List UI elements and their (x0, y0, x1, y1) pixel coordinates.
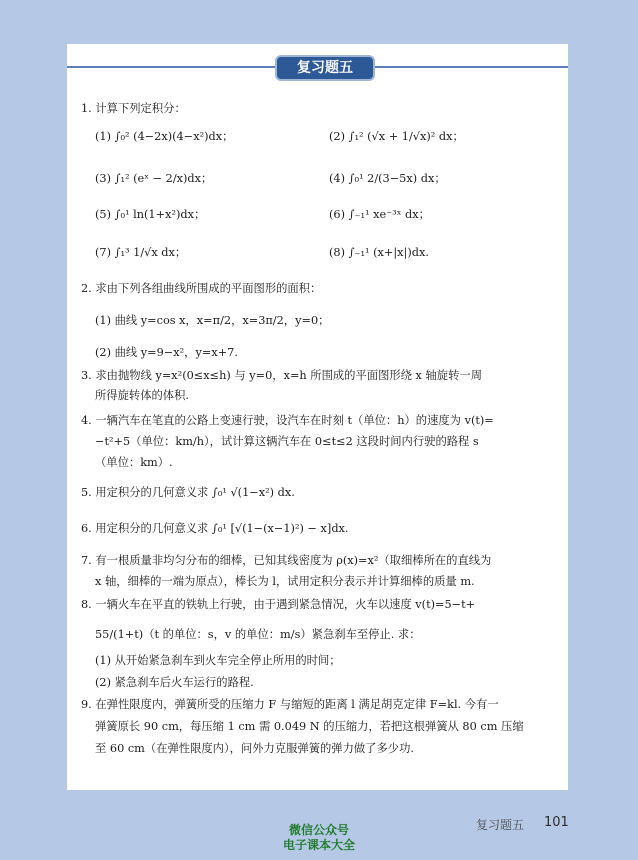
page-title: 复习题五 (275, 55, 375, 81)
q1-item-7: (7) ∫₁³ 1/√x dx； (95, 246, 187, 259)
title-band (67, 55, 568, 79)
watermark (272, 823, 366, 853)
question-1-stem: 1. 计算下列定积分： (81, 102, 186, 115)
question-4-line-3: （单位：km）. (95, 456, 173, 469)
q8-item-2: (2) 紧急刹车后火车运行的路程. (95, 676, 254, 689)
watermark-line-1: 微信公众号 (288, 823, 349, 837)
question-9-line-2: 弹簧原长 90 cm，每压缩 1 cm 需 0.049 N 的压缩力，若把这根弹簧从 80 cm 压缩 (95, 720, 524, 733)
q1-item-5: (5) ∫₀¹ ln(1+x²)dx； (95, 208, 206, 221)
question-4-line-2: −t²+5（单位：km/h），试计算这辆汽车在 0≤t≤2 这段时间内行驶的路程 s (95, 435, 479, 448)
q1-item-3: (3) ∫₁² (eˣ − 2/x)dx； (95, 172, 213, 185)
question-2-stem: 2. 求由下列各组曲线所围成的平面图形的面积： (81, 282, 322, 295)
q2-item-1: (1) 曲线 y=cos x，x=π/2，x=3π/2，y=0； (95, 314, 330, 327)
question-9-line-3: 至 60 cm（在弹性限度内），问外力克服弹簧的弹力做了多少功. (95, 742, 414, 755)
q1-item-2: (2) ∫₁² (√x + 1/√x)² dx； (329, 130, 464, 143)
q1-item-6: (6) ∫₋₁¹ xe⁻³ˣ dx； (329, 208, 430, 221)
q8-item-1: (1) 从开始紧急刹车到火车完全停止所用的时间； (95, 654, 341, 667)
question-5: 5. 用定积分的几何意义求 ∫₀¹ √(1−x²) dx. (81, 486, 295, 499)
question-7-line-2: x 轴，细棒的一端为原点），棒长为 l，试用定积分表示并计算细棒的质量 m. (95, 575, 475, 588)
question-8-line-2: 55/(1+t)（t 的单位：s，v 的单位：m/s）紧急刹车至停止. 求： (95, 628, 421, 641)
watermark-line-2: 电子课本大全 (282, 838, 355, 852)
question-4-line-1: 4. 一辆汽车在笔直的公路上变速行驶，设汽车在时刻 t（单位：h）的速度为 v(t)= (81, 414, 494, 427)
question-8-line-1: 8. 一辆火车在平直的铁轨上行驶，由于遇到紧急情况，火车以速度 v(t)=5−t+ (81, 598, 476, 611)
q1-item-1: (1) ∫₀² (4−2x)(4−x²)dx； (95, 130, 234, 143)
question-7-line-1: 7. 有一根质量非均匀分布的细棒，已知其线密度为 ρ(x)=x²（取细棒所在的直线为 (81, 554, 492, 567)
question-9-line-1: 9. 在弹性限度内，弹簧所受的压缩力 F 与缩短的距离 l 满足胡克定律 F=kl. 今有一 (81, 698, 499, 711)
page-number: 101 (544, 815, 569, 830)
question-3-line-1: 3. 求由抛物线 y=x²(0≤x≤h) 与 y=0，x=h 所围成的平面图形绕 x 轴旋转一周 (81, 369, 482, 382)
footer-section-label: 复习题五 (476, 818, 525, 832)
question-3-line-2: 所得旋转体的体积. (95, 389, 189, 402)
textbook-page (67, 44, 568, 790)
question-6: 6. 用定积分的几何意义求 ∫₀¹ [√(1−(x−1)²) − x]dx. (81, 522, 349, 535)
q1-item-8: (8) ∫₋₁¹ (x+|x|)dx. (329, 246, 429, 259)
q1-item-4: (4) ∫₀¹ 2/(3−5x) dx； (329, 172, 446, 185)
q2-item-2: (2) 曲线 y=9−x²，y=x+7. (95, 346, 238, 359)
